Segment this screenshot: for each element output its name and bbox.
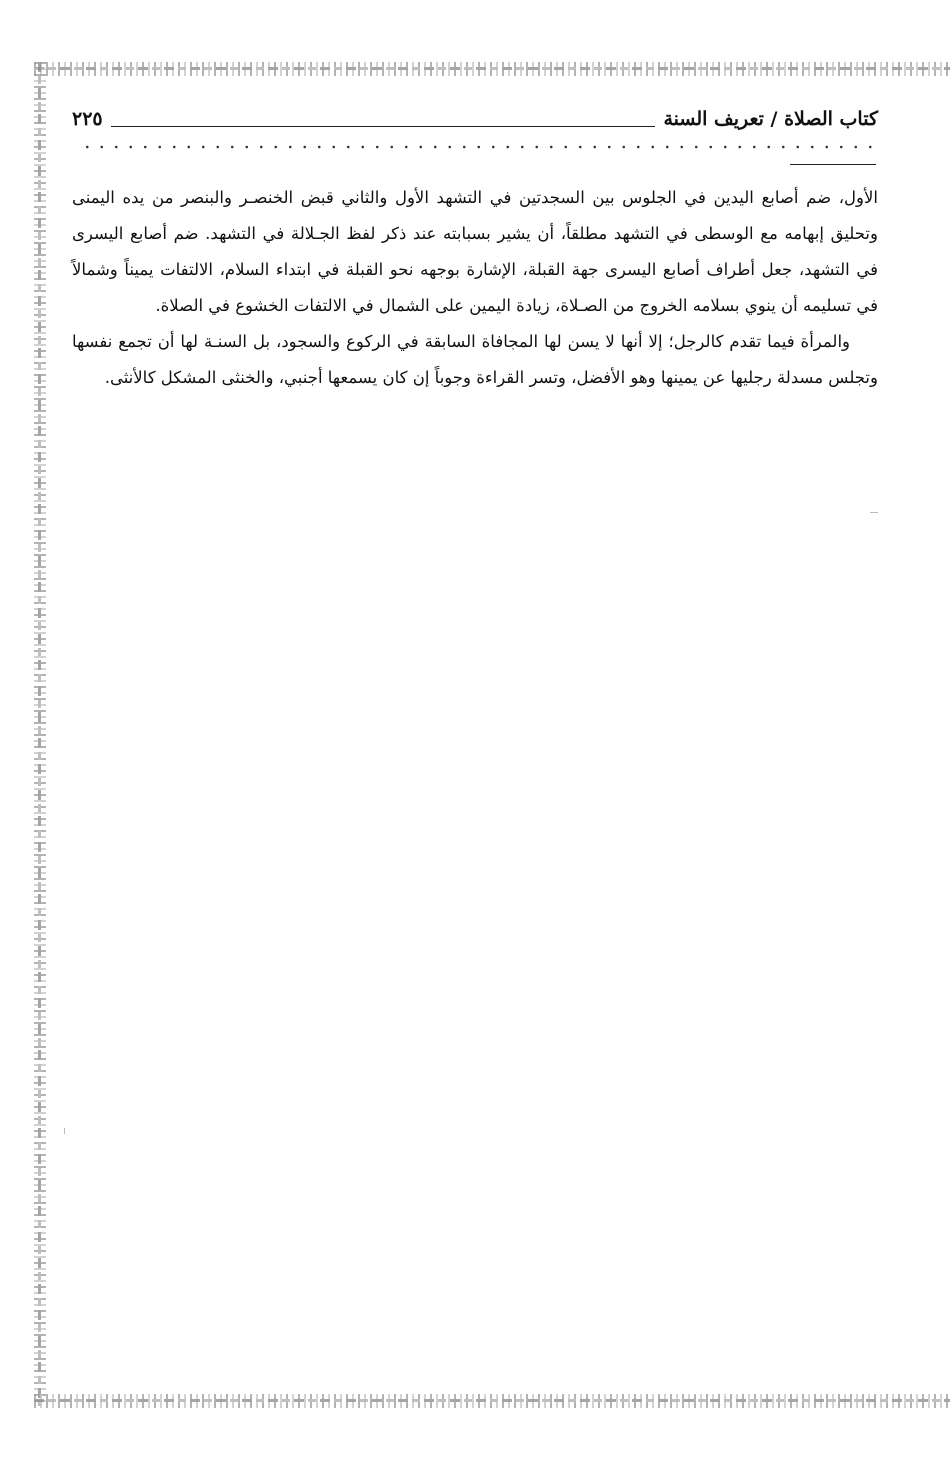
page-number: ٢٢٥ [72, 108, 103, 130]
running-header [72, 100, 878, 134]
scan-mark [870, 512, 878, 513]
header-rule [111, 126, 656, 127]
decorative-border-bottom [34, 1394, 950, 1408]
paragraph-2: والمرأة فيما تقدم كالرجل؛ إلا أنها لا يسن لها المجافاة السابقة في الركوع والسجود، بل السنـة لها أن تجمع نفسها وتجلس مسدلة رجليها عن يمينها وهو الأفضل، وتسر القراءة وجوباً إن كان يسمعها أجنبي، والخنثى المشكل كالأنثى. [72, 332, 878, 387]
paragraph-1: الأول، ضم أصابع اليدين في الجلوس بين السجدتين في التشهد الأول والثاني قبض الخنصـر والبنصر من يده اليمنى وتحليق إبهامه مع الوسطى في التشهد مطلقاً، أن يشير بسبابته عند ذكر لفظ الجـلالة في التشهد. ضم أصابع اليسرى في التشهد، جعل أطراف أصابع اليسرى جهة القبلة، الإشارة بوجهه نحو القبلة في ابتداء السلام، الالتفات يميناً وشمالاً في تسليمه أن ينوي بسلامه الخروج من الصـلاة، زيادة اليمين على الشمال في الالتفات الخشوع في الصلاة. [72, 188, 878, 315]
decorative-border-left [34, 62, 46, 1406]
header-title: كتاب الصلاة / تعريف السنة [663, 108, 878, 130]
decorative-border-top [34, 62, 950, 76]
body-text [72, 180, 878, 396]
dotted-separator [80, 143, 876, 151]
scan-mark [64, 1128, 65, 1134]
footnote-continuation-rule [790, 164, 876, 165]
